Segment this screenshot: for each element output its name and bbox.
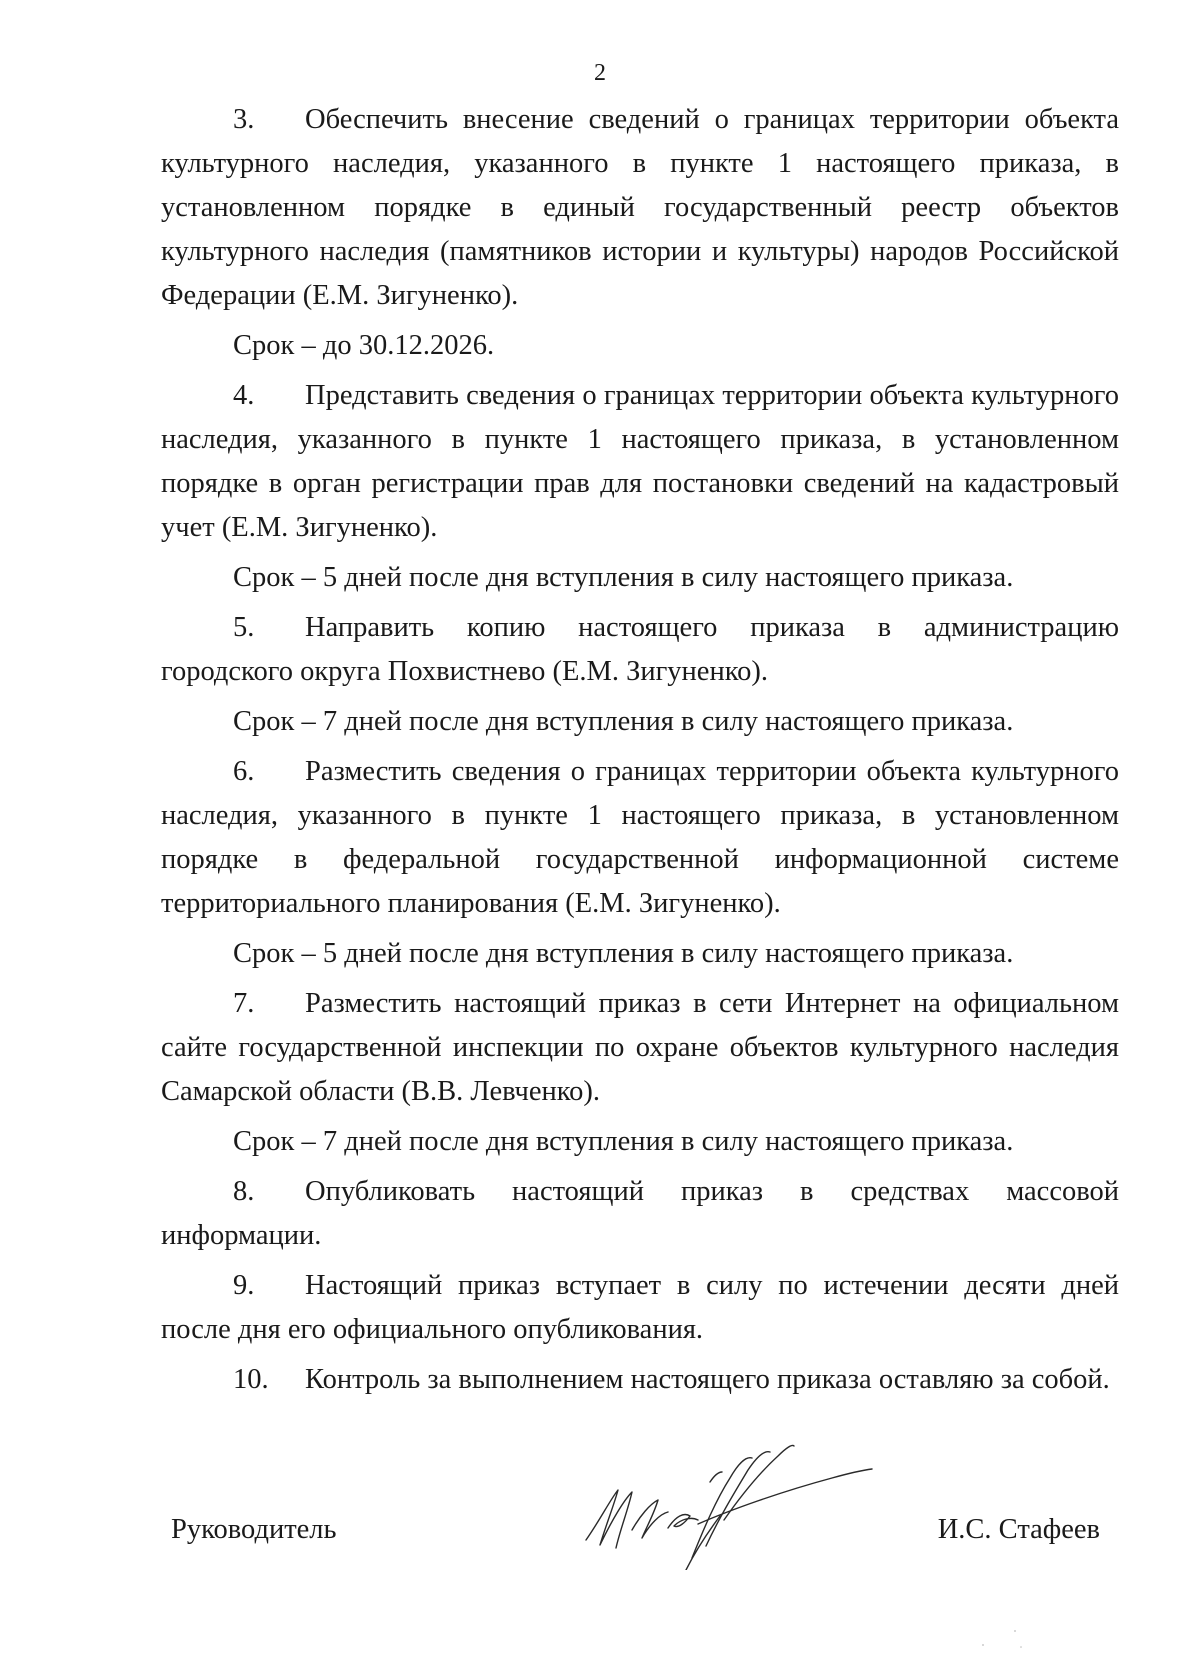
deadline-7: Срок – 7 дней после дня вступления в силу настоящего приказа.	[233, 1126, 1014, 1157]
scan-noise	[975, 1625, 1035, 1655]
signer-role: Руководитель	[171, 1514, 337, 1545]
paragraph-number: 4.	[233, 380, 255, 411]
paragraph-number: 3.	[233, 104, 255, 135]
paragraph-number: 10.	[233, 1364, 269, 1395]
handwritten-signature	[580, 1420, 880, 1570]
paragraph-6	[161, 750, 1119, 926]
paragraph-number: 5.	[233, 612, 255, 643]
paragraph-text: Направить копию настоящего приказа в администрацию городского округа Похвистнево (Е.М. Зигуненко).	[161, 612, 1119, 687]
paragraph-text: Представить сведения о границах территории объекта культурного наследия, указанного в пункте 1 настоящего приказа, в установленном порядке в орган регистрации прав для постановки сведений на кадастровый учет (Е.М. Зигуненко).	[161, 380, 1119, 543]
deadline-3: Срок – до 30.12.2026.	[233, 330, 495, 361]
deadline-4: Срок – 5 дней после дня вступления в силу настоящего приказа.	[233, 562, 1014, 593]
paragraph-text: Настоящий приказ вступает в силу по истечении десяти дней после дня его официального опубликования.	[161, 1270, 1119, 1345]
signature-block	[0, 1420, 1200, 1620]
paragraph-3	[161, 98, 1119, 318]
paragraph-9	[161, 1264, 1119, 1352]
paragraph-number: 7.	[233, 988, 255, 1019]
paragraph-text: Опубликовать настоящий приказ в средствах массовой информации.	[161, 1176, 1119, 1251]
document-body	[161, 98, 1119, 1402]
paragraph-7	[161, 982, 1119, 1114]
page-number: 2	[594, 60, 606, 86]
deadline-6: Срок – 5 дней после дня вступления в силу настоящего приказа.	[233, 938, 1014, 969]
paragraph-4	[161, 374, 1119, 550]
paragraph-10	[161, 1358, 1119, 1402]
paragraph-number: 9.	[233, 1270, 255, 1301]
paragraph-text: Контроль за выполнением настоящего приказа оставляю за собой.	[305, 1364, 1110, 1395]
paragraph-8	[161, 1170, 1119, 1258]
paragraph-5	[161, 606, 1119, 694]
paragraph-text: Разместить настоящий приказ в сети Интернет на официальном сайте государственной инспекции по охране объектов культурного наследия Самарской области (В.В. Левченко).	[161, 988, 1119, 1107]
paragraph-text: Обеспечить внесение сведений о границах территории объекта культурного наследия, указанного в пункте 1 настоящего приказа, в установленном порядке в единый государственный реестр объектов культурного наследия (памятников истории и культуры) народов Российской Федерации (Е.М. Зигуненко).	[161, 104, 1119, 311]
signer-name: И.С. Стафеев	[937, 1514, 1100, 1545]
deadline-5: Срок – 7 дней после дня вступления в силу настоящего приказа.	[233, 706, 1014, 737]
paragraph-text: Разместить сведения о границах территории объекта культурного наследия, указанного в пункте 1 настоящего приказа, в установленном порядке в федеральной государственной информационной системе территориального планирования (Е.М. Зигуненко).	[161, 756, 1119, 919]
paragraph-number: 8.	[233, 1176, 255, 1207]
paragraph-number: 6.	[233, 756, 255, 787]
